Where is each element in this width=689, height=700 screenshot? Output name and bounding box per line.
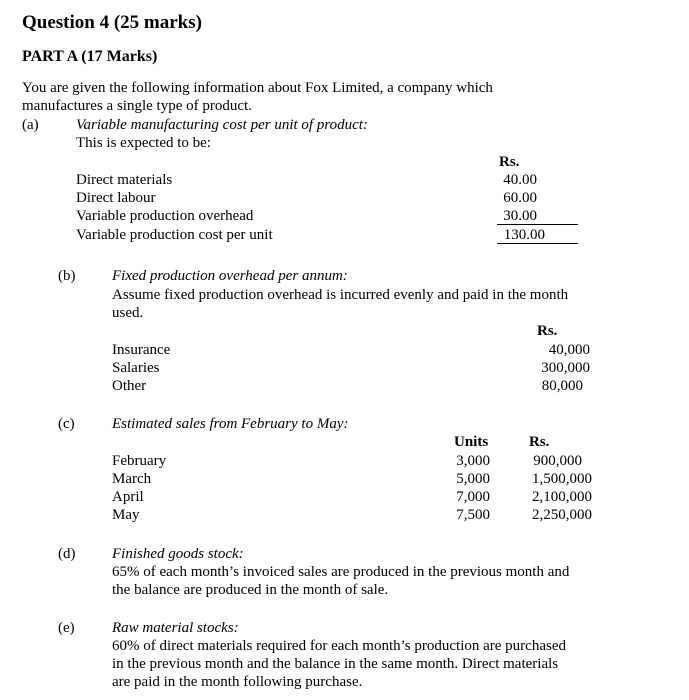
cost-row-label: Variable production overhead [76, 208, 254, 224]
total-row-value: 130.00 [503, 227, 545, 243]
sales-row-units: 7,500 [456, 507, 490, 523]
subtotal-rule [497, 224, 578, 225]
section-b-label: (b) [58, 268, 76, 284]
cost-row-value: 40.00 [503, 172, 537, 188]
sales-row-units: 7,000 [456, 489, 490, 505]
cost-row-label: Direct labour [76, 190, 156, 206]
section-d-text-2: the balance are produced in the month of sale. [112, 582, 389, 598]
sales-row-month: February [112, 453, 167, 469]
section-b-text-2: used. [112, 305, 144, 321]
sales-row-month: May [112, 507, 140, 523]
section-c-col-rs: Rs. [529, 434, 550, 450]
sales-row-units: 3,000 [456, 453, 490, 469]
section-e-text-2: in the previous month and the balance in the same month. Direct materials [112, 656, 559, 672]
section-b-text-1: Assume fixed production overhead is incurred evenly and paid in the month [112, 287, 569, 303]
sales-row-units: 5,000 [456, 471, 490, 487]
section-a-label: (a) [22, 117, 39, 133]
section-a-col-header: Rs. [499, 154, 520, 170]
section-e-text-3: are paid in the month following purchase. [112, 674, 363, 690]
cost-row-label: Direct materials [76, 172, 173, 188]
intro-line-2: manufactures a single type of product. [22, 98, 252, 114]
sales-row-rs: 900,000 [533, 453, 582, 469]
sales-row-rs: 1,500,000 [532, 471, 592, 487]
section-c-heading: Estimated sales from February to May: [112, 416, 349, 432]
section-a-heading: Variable manufacturing cost per unit of product: [76, 117, 368, 133]
sales-row-month: April [112, 489, 144, 505]
intro-line-1: You are given the following information about Fox Limited, a company which [22, 80, 493, 96]
question-title: Question 4 (25 marks) [22, 12, 202, 33]
overhead-row-label: Salaries [112, 360, 160, 376]
overhead-row-value: 40,000 [548, 342, 590, 358]
total-rule [497, 243, 578, 244]
section-d-label: (d) [58, 546, 76, 562]
part-heading: PART A (17 Marks) [22, 48, 158, 65]
sales-row-rs: 2,250,000 [532, 507, 592, 523]
sales-row-rs: 2,100,000 [532, 489, 592, 505]
overhead-row-value: 80,000 [541, 378, 583, 394]
cost-row-value: 30.00 [503, 208, 537, 224]
sales-row-month: March [112, 471, 152, 487]
section-b-heading: Fixed production overhead per annum: [112, 268, 348, 284]
section-e-label: (e) [58, 620, 75, 636]
section-b-col-header: Rs. [537, 323, 558, 339]
section-d-text-1: 65% of each month’s invoiced sales are produced in the previous month and [112, 564, 570, 580]
section-c-col-units: Units [454, 434, 489, 450]
total-row-label: Variable production cost per unit [76, 227, 273, 243]
overhead-row-value: 300,000 [541, 360, 590, 376]
section-e-text-1: 60% of direct materials required for each month’s production are purchased [112, 638, 566, 654]
overhead-row-label: Insurance [112, 342, 171, 358]
overhead-row-label: Other [112, 378, 147, 394]
section-c-label: (c) [58, 416, 75, 432]
section-e-heading: Raw material stocks: [112, 620, 239, 636]
cost-row-value: 60.00 [503, 190, 537, 206]
section-d-heading: Finished goods stock: [112, 546, 244, 562]
section-a-subtext: This is expected to be: [76, 135, 211, 151]
